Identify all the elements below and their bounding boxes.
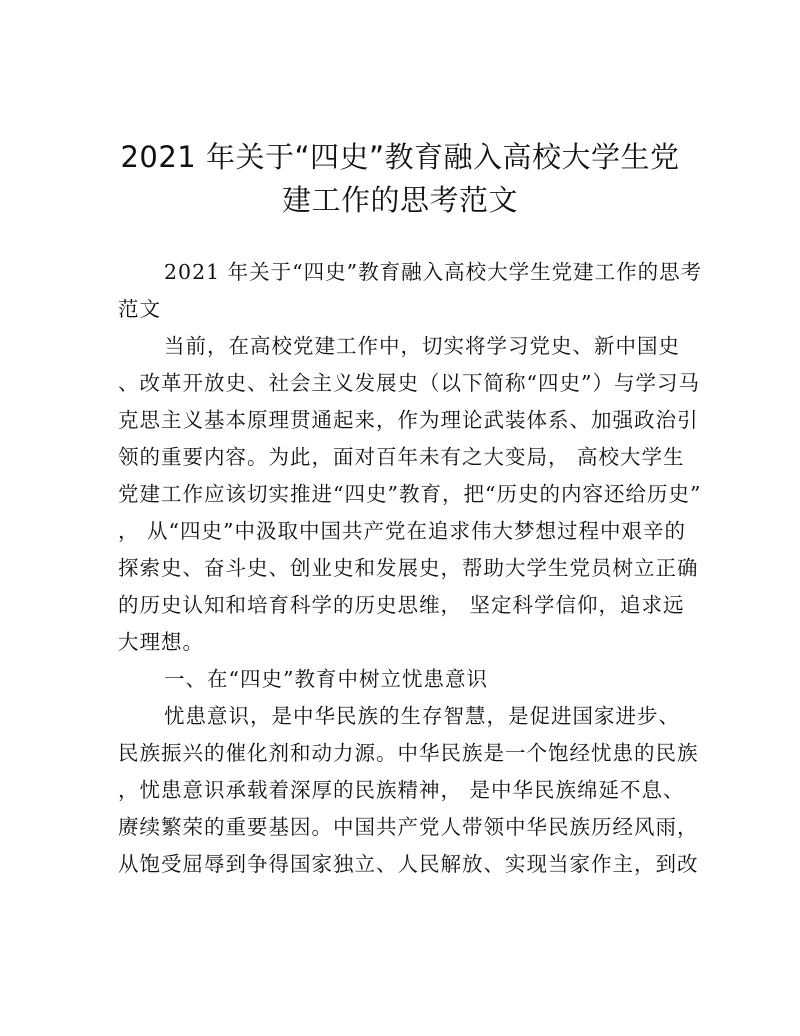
body-line: 党建工作应该切实推进“四史”教育，把“历史的内容还给历史” xyxy=(118,482,702,506)
body-line: 大理想。 xyxy=(118,630,204,654)
body-line: 克思主义基本原理贯通起来，作为理论武装体系、加强政治引 xyxy=(118,408,699,432)
body-line: 赓续繁荣的重要基因。中国共产党人带领中华民族历经风雨， xyxy=(118,815,699,839)
title-line-1: 2021 年关于“四史”教育融入高校大学生党 xyxy=(120,140,680,174)
body-line: 的历史认知和培育科学的历史思维， 坚定科学信仰，追求远 xyxy=(118,593,685,617)
body-line: 一、在“四史”教育中树立忧患意识 xyxy=(164,667,488,691)
body-line: 忧患意识，是中华民族的生存智慧，是促进国家进步、 xyxy=(164,704,680,728)
body-line: 民族振兴的催化剂和动力源。中华民族是一个饱经忧患的民族 xyxy=(118,741,699,765)
body-line: 、改革开放史、社会主义发展史（以下简称“四史”）与学习马 xyxy=(118,371,700,395)
body-line: 探索史、奋斗史、创业史和发展史，帮助大学生党员树立正确 xyxy=(118,556,699,580)
body-line: ， 从“四史”中汲取中国共产党在追求伟大梦想过程中艰辛的 xyxy=(118,519,686,543)
document-title xyxy=(100,136,700,222)
body-line: 2021 年关于“四史”教育融入高校大学生党建工作的思考 xyxy=(164,260,703,284)
title-line-2: 建工作的思考范文 xyxy=(281,183,518,217)
body-line: 当前，在高校党建工作中，切实将学习党史、新中国史 xyxy=(164,334,680,358)
body-line: 领的重要内容。为此，面对百年未有之大变局， 高校大学生 xyxy=(118,445,685,469)
body-line: 从饱受屈辱到争得国家独立、人民解放、实现当家作主，到改 xyxy=(118,852,699,876)
document-body xyxy=(118,254,703,883)
body-line: 范文 xyxy=(118,297,161,321)
body-line: ，忧患意识承载着深厚的民族精神， 是中华民族绵延不息、 xyxy=(118,778,685,802)
